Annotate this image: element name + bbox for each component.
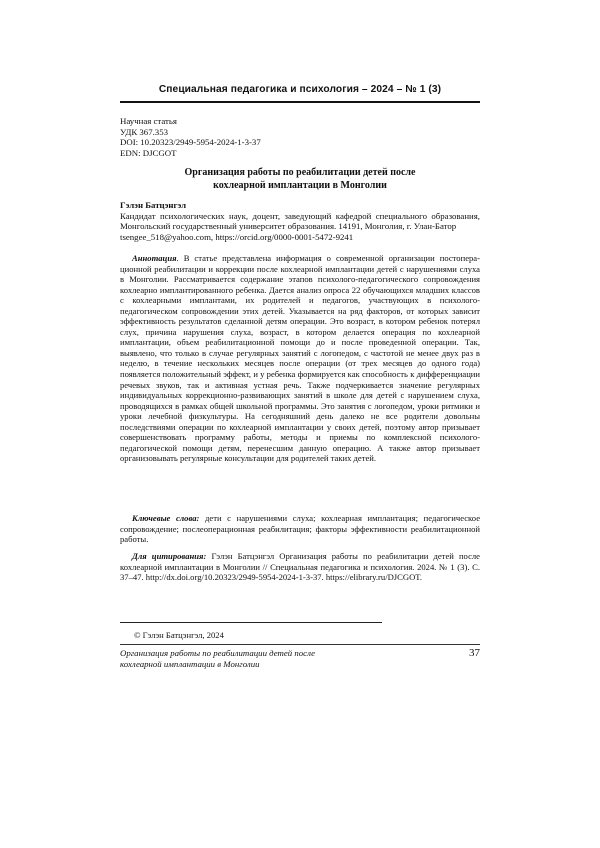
- journal-header: Специальная педагогика и психология – 2024 – № 1 (3): [158, 84, 442, 95]
- keywords-text: дети с нарушениями слуха; кохлеарная имплантация; педагогическое сопровождение; послеоперационная реабилитация; факторы эффективности реабилитационной работы.: [120, 513, 481, 545]
- header-rule: [120, 101, 480, 103]
- page-number: 37: [469, 647, 480, 659]
- citation-label: Для цитирования:: [132, 551, 207, 561]
- running-footer-line-1: Организация работы по реабилитации детей после: [120, 648, 316, 658]
- keywords: [120, 513, 480, 545]
- article-type: Научная статья: [120, 116, 177, 126]
- title-line-1: Организация работы по реабилитации детей после: [184, 167, 416, 178]
- article-meta: [120, 116, 261, 158]
- abstract: [120, 253, 480, 464]
- title-line-2: кохлеарной имплантации в Монголии: [213, 179, 387, 191]
- abstract-text: . В статье представлена информация о современной организации постоперационной реабилитации и коррекции после кохлеарной имплантации детей с нарушениями слуха в Монголии. Рассматривается содержание этапов психолого-педагогического сопровождения кохлеарно имплантированного ребенка. Дается анализ опроса 22 обучающихся младших классов с кохлеарными имплантами, их родителей и педагогов, участвующих в психолого-педагогическом сопровождении этих детей. Указывается на ряд факторов, от которых зависит эффективность результатов сделанной детям операции. Это возраст, в котором ребенок потерял слух, причина нарушения слуха, возраст, в котором делается операция по кохлеарной имплантации, объем реабилитационной помощи до и после проведенной операции. Так, выявлено, что только в случае регулярных занятий с логопедом, с частотой не менее двух раз в неделю, в течение нескольких месяцев после операции (от трех месяцев до одного года) появляется положительный эффект, и у ребенка формируется как способность к дифференциации речевых звуков, так и активная устная речь. Также подчеркивается значение регулярных индивидуальных коррекционно-развивающих занятий в школе для детей с нарушением слуха, проводящихся в рамках общей школьной программы. Это занятия с логопедом, уроки ритмики и уроки лечебной физкультуры. На сегодняшний день далеко не все родители довольны последствиями операции по кохлеарной имплантации у своих детей, поэтому автор призывает совершенствовать программу работы, методы и приемы по комплексной психолого-педагогической помощи детям, перенесшим данную операцию. А также автор призывает организовывать регулярные консультации для родителей таких детей.: [120, 253, 480, 464]
- author-block: [120, 200, 480, 243]
- footnote-rule: [120, 622, 382, 623]
- author-contacts: tsengee_518@yahoo.com, https://orcid.org/0000-0001-5472-9241: [120, 232, 354, 243]
- keywords-label: Ключевые слова:: [132, 513, 200, 523]
- running-footer: [120, 648, 420, 670]
- author-affiliation: Кандидат психологических наук, доцент, заведующий кафедрой специального образования, Монгольский государственный университет образования. 14191, Монголия, г. Улан-Батор: [120, 210, 480, 232]
- udc-code: УДК 367.353: [120, 126, 168, 137]
- footer-rule: [120, 644, 480, 645]
- citation-text: Гэлэн Батцэнгэл Организация работы по реабилитации детей после кохлеарной имплантации в Монголии // Специальная педагогика и психология. 2024. № 1 (3). С. 37–47. http://dx.doi.org/10.20323/2949-5954-2024-1-3-37. https://elibrary.ru/DJCGOT.: [120, 551, 480, 583]
- abstract-label: Аннотация: [132, 253, 177, 263]
- author-name: Гэлэн Батцэнгэл: [120, 200, 187, 210]
- doi: DOI: 10.20323/2949-5954-2024-1-3-37: [120, 137, 261, 148]
- citation: [120, 551, 480, 583]
- article-title: [120, 167, 480, 192]
- running-footer-line-2: кохлеарной имплантации в Монголии: [120, 659, 260, 669]
- copyright-footnote: © Гэлэн Батцэнгэл, 2024: [134, 630, 224, 640]
- edn: EDN: DJCGOT: [120, 147, 177, 158]
